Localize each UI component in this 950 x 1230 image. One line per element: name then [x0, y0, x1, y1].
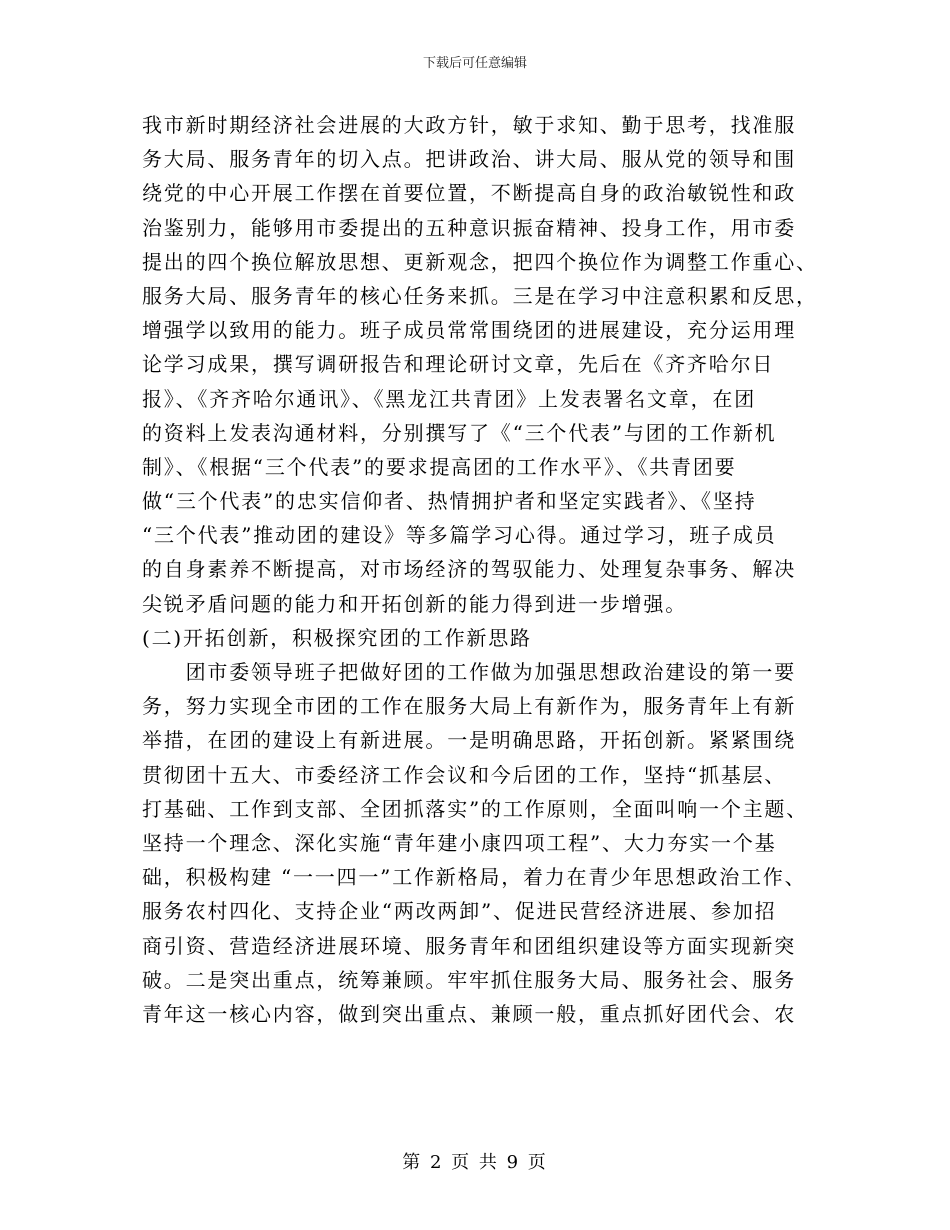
text-line: 我市新时期经济社会进展的大政方针，敏于求知、勤于思考，找准服	[142, 113, 796, 137]
document-body	[142, 108, 822, 1031]
text-line: 做“三个代表”的忠实信仰者、热情拥护者和坚定实践者》、《坚持	[142, 489, 757, 514]
page-header: 下载后可任意编辑	[422, 56, 527, 71]
text-line: 尖锐矛盾问题的能力和开拓创新的能力得到进一步增强。	[142, 591, 687, 616]
text-line: 制》、《根据“三个代表”的要求提高团的工作水平》、《共青团要	[142, 454, 737, 479]
page-footer: 第 2 页 共 9 页	[402, 1152, 548, 1173]
text-line: 务大局、服务青年的切入点。把讲政治、讲大局、服从党的领导和围	[142, 147, 796, 172]
text-line: 础，积极构建 “一一四一”工作新格局，着力在青少年思想政治工作、	[142, 865, 807, 890]
text-line: 贯彻团十五大、市委经济工作会议和今后团的工作，坚持“抓基层、	[142, 762, 787, 787]
text-line: 服务大局、服务青年的核心任务来抓。三是在学习中注意积累和反思，	[142, 283, 818, 308]
text-line: 务，努力实现全市团的工作在服务大局上有新作为，服务青年上有新	[142, 694, 796, 719]
text-line: 举措，在团的建设上有新进展。一是明确思路，开拓创新。紧紧围绕	[142, 728, 796, 753]
text-line: 青年这一核心内容，做到突出重点、兼顾一般，重点抓好团代会、农	[142, 1001, 796, 1026]
text-line: 团市委领导班子把做好团的工作做为加强思想政治建设的第一要	[142, 660, 796, 684]
section-heading: (二)开拓创新，积极探究团的工作新思路	[142, 625, 532, 650]
text-line: 破。二是突出重点，统筹兼顾。牢牢抓住服务大局、服务社会、服务	[142, 967, 796, 992]
text-line: “三个代表”推动团的建设》等多篇学习心得。通过学习，班子成员	[142, 523, 777, 548]
text-line: 坚持一个理念、深化实施“青年建小康四项工程”、大力夯实一个基	[142, 830, 777, 855]
text-line: 报》、《齐齐哈尔通讯》、《黑龙江共青团》上发表署名文章，在团	[142, 386, 756, 411]
text-line: 的自身素养不断提高，对市场经济的驾驭能力、处理复杂事务、解决	[142, 557, 796, 582]
text-line: 的资料上发表沟通材料，分别撰写了《“三个代表”与团的工作新机	[142, 420, 777, 445]
text-line: 提出的四个换位解放思想、更新观念，把四个换位作为调整工作重心、	[142, 249, 818, 274]
text-line: 商引资、营造经济进展环境、服务青年和团组织建设等方面实现新突	[142, 933, 796, 958]
text-line: 绕党的中心开展工作摆在首要位置，不断提高自身的政治敏锐性和政	[142, 181, 796, 206]
text-line: 治鉴别力，能够用市委提出的五种意识振奋精神、投身工作，用市委	[142, 215, 796, 240]
text-line: 论学习成果，撰写调研报告和理论研讨文章，先后在《齐齐哈尔日	[142, 352, 775, 377]
text-line: 增强学以致用的能力。班子成员常常围绕团的进展建设，充分运用理	[142, 318, 796, 343]
text-line: 打基础、工作到支部、全团抓落实”的工作原则，全面叫响一个主题、	[142, 796, 809, 821]
text-line: 服务农村四化、支持企业“两改两卸”、促进民营经济进展、参加招	[142, 899, 777, 924]
